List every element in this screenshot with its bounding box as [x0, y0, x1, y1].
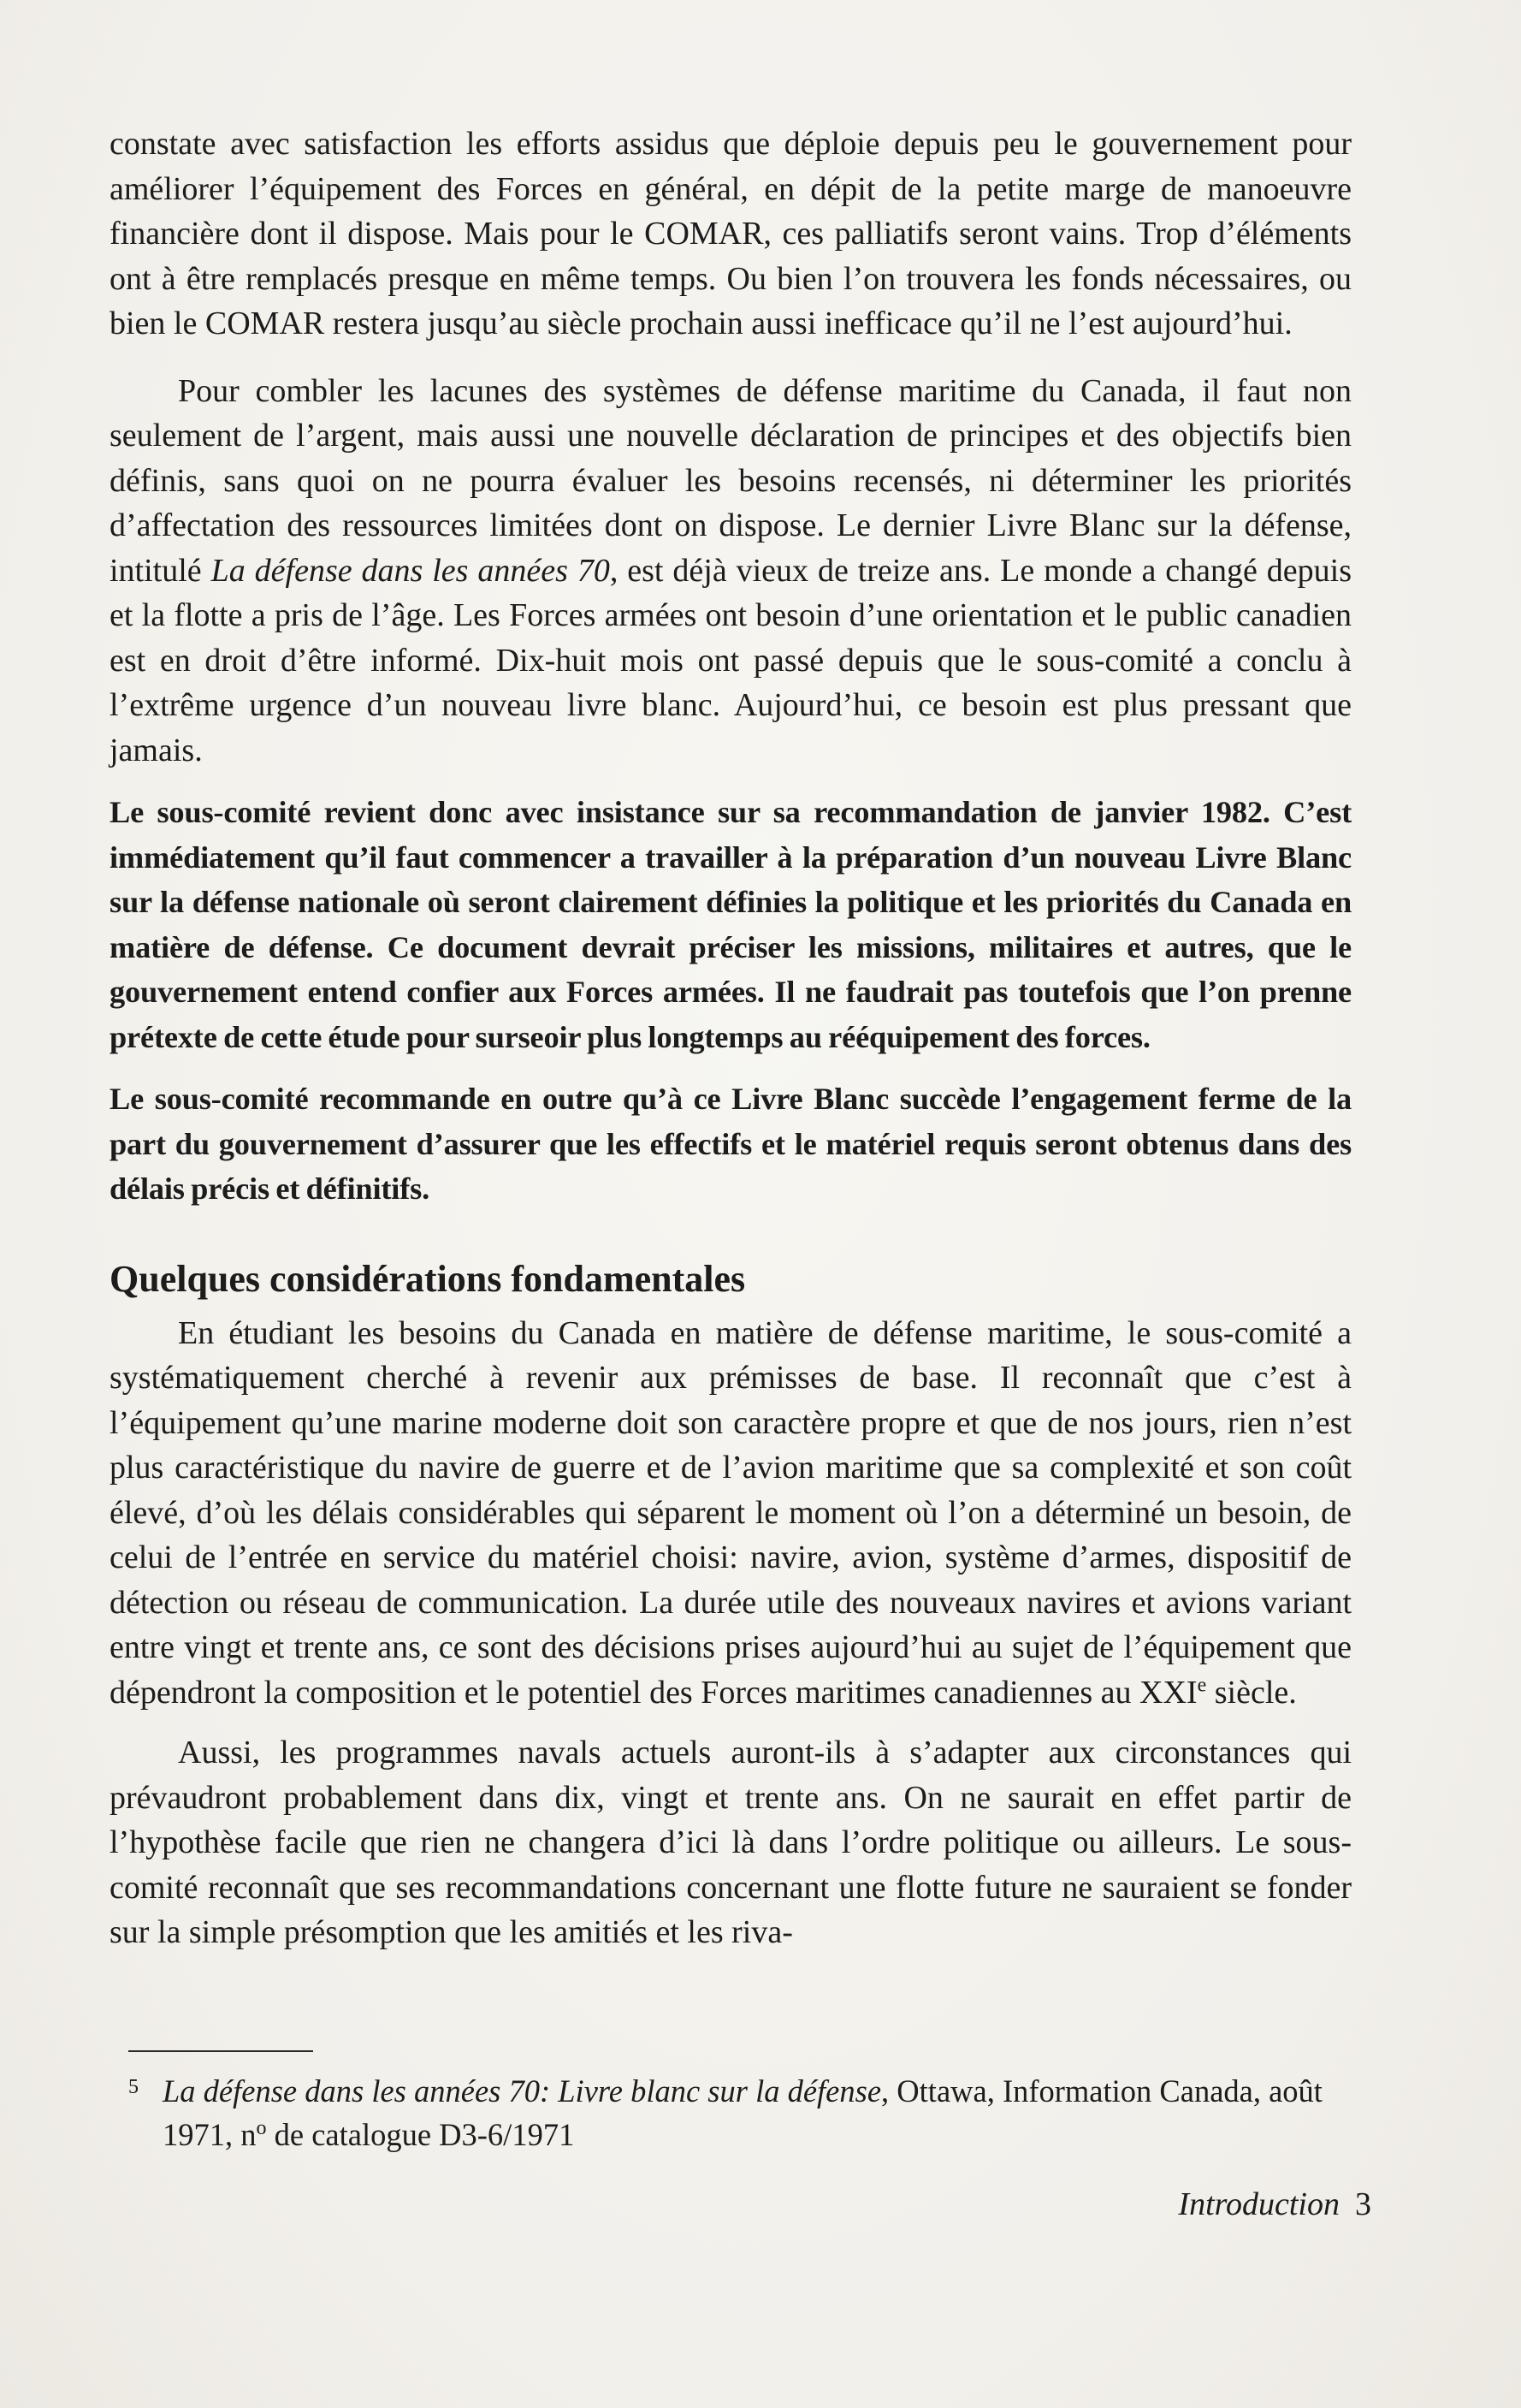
- body-text: [109, 122, 1352, 1955]
- paragraph-white-paper-text-1: Pour combler les lacunes des systèmes de défense maritime du Canada, il faut non seulement de l’argent, mais aussi une nouvelle déclaration de principes et des objectifs bien définis, sans quoi on ne pourra évaluer les besoins recensés, ni déterminer les priorités d’affectation des ressources limitées dont on dispose. Le dernier Livre Blanc sur la défense, intitulé: [109, 372, 1352, 589]
- page-footer: [1178, 2185, 1371, 2224]
- paragraph-programs: Aussi, les programmes navals actuels auront-ils à s’adapter aux circonstances qui prévaudront probablement dans dix, vingt et trente ans. On ne saurait en effet partir de l’hypothèse facile que rien ne changera d’ici là dans l’ordre politique ou ailleurs. Le sous-comité reconnaît que ses recommandations concernant une flotte future ne sauraient se fonder sur la simple présomption que les amitiés et les riva-: [109, 1735, 1352, 1950]
- footnote-divider: [128, 2050, 313, 2052]
- section-heading: Quelques considérations fondamentales: [109, 1257, 746, 1300]
- footnote-text-2: de catalogue D3-6/1971: [266, 2117, 575, 2152]
- paragraph-white-paper: [109, 369, 1352, 774]
- paragraph-continuation: constate avec satisfaction les efforts assidus que déploie depuis peu le gouvernement pour améliorer l’équipement des Forces en général, en dépit de la petite marge de manoeuvre financière dont il dispose. Mais pour le COMAR, ces palliatifs seront vains. Trop d’éléments ont à être remplacés presque en même temps. Ou bien l’on trouvera les fonds nécessaires, ou bien le COMAR restera jusqu’au siècle prochain aussi inefficace qu’il ne l’est aujourd’hui.: [109, 126, 1352, 341]
- century-superscript: e: [1197, 1673, 1207, 1696]
- footer-section-title: Introduction: [1178, 2186, 1340, 2222]
- white-paper-title: La défense dans les années 70: [210, 552, 610, 589]
- footnote-text-1: , Ottawa, Information Canada, août 1971, n: [163, 2073, 1323, 2152]
- recommendation-2: Le sous-comité recommande en outre qu’à ce Livre Blanc succède l’engagement ferme de la part du gouvernement d’assurer que les effectifs et le matériel requis seront obtenus dans des délais précis et définitifs.: [109, 1082, 1352, 1206]
- recommendation-1: Le sous-comité revient donc avec insistance sur sa recommandation de janvier 1982. C’est immédiatement qu’il faut commencer a travailler à la préparation d’un nouveau Livre Blanc sur la défense nationale où seront clairement définies la politique et les priorités du Canada en matière de défense. Ce document devrait préciser les missions, militaires et autres, que le gouvernement entend confier aux Forces armées. Il ne faudrait pas toutefois que l’on prenne prétexte de cette étude pour surseoir plus longtemps au rééquipement des forces.: [109, 795, 1352, 1054]
- paragraph-white-paper-text-2: , est déjà vieux de treize ans. Le monde a changé depuis et la flotte a pris de l’âge. Les Forces armées ont besoin d’une orientation et le public canadien est en droit d’être informé. Dix-huit mois ont passé depuis que le sous-comité a conclu à l’extrême urgence d’un nouveau livre blanc. Aujourd’hui, ce besoin est plus pressant que jamais.: [109, 552, 1352, 768]
- footnote-superscript: o: [256, 2116, 267, 2139]
- footnote: [128, 2069, 1369, 2156]
- paragraph-fundamentals: [109, 1311, 1352, 1716]
- paragraph-fundamentals-end: siècle.: [1206, 1674, 1297, 1711]
- page-number: 3: [1355, 2186, 1371, 2222]
- paragraph-fundamentals-text: En étudiant les besoins du Canada en matière de défense maritime, le sous-comité a systématiquement cherché à revenir aux prémisses de base. Il reconnaît que c’est à l’équipement qu’une marine moderne doit son caractère propre et que de nos jours, rien n’est plus caractéristique du navire de guerre et de l’avion maritime que sa complexité et son coût élevé, d’où les délais considérables qui séparent le moment où l’on a déterminé un besoin, de celui de l’entrée en service du matériel choisi: navire, avion, système d’armes, dispositif de détection ou réseau de communication. La durée utile des nouveaux navires et avions variant entre vingt et trente ans, ce sont des décisions prises aujourd’hui au sujet de l’équipement que dépendront la composition et le potentiel des Forces maritimes canadiennes au XXI: [109, 1314, 1352, 1711]
- footnote-text: [163, 2069, 1369, 2156]
- footnote-mark: 5: [128, 2076, 139, 2098]
- footnote-title: La défense dans les années 70: Livre blanc sur la défense: [163, 2073, 882, 2108]
